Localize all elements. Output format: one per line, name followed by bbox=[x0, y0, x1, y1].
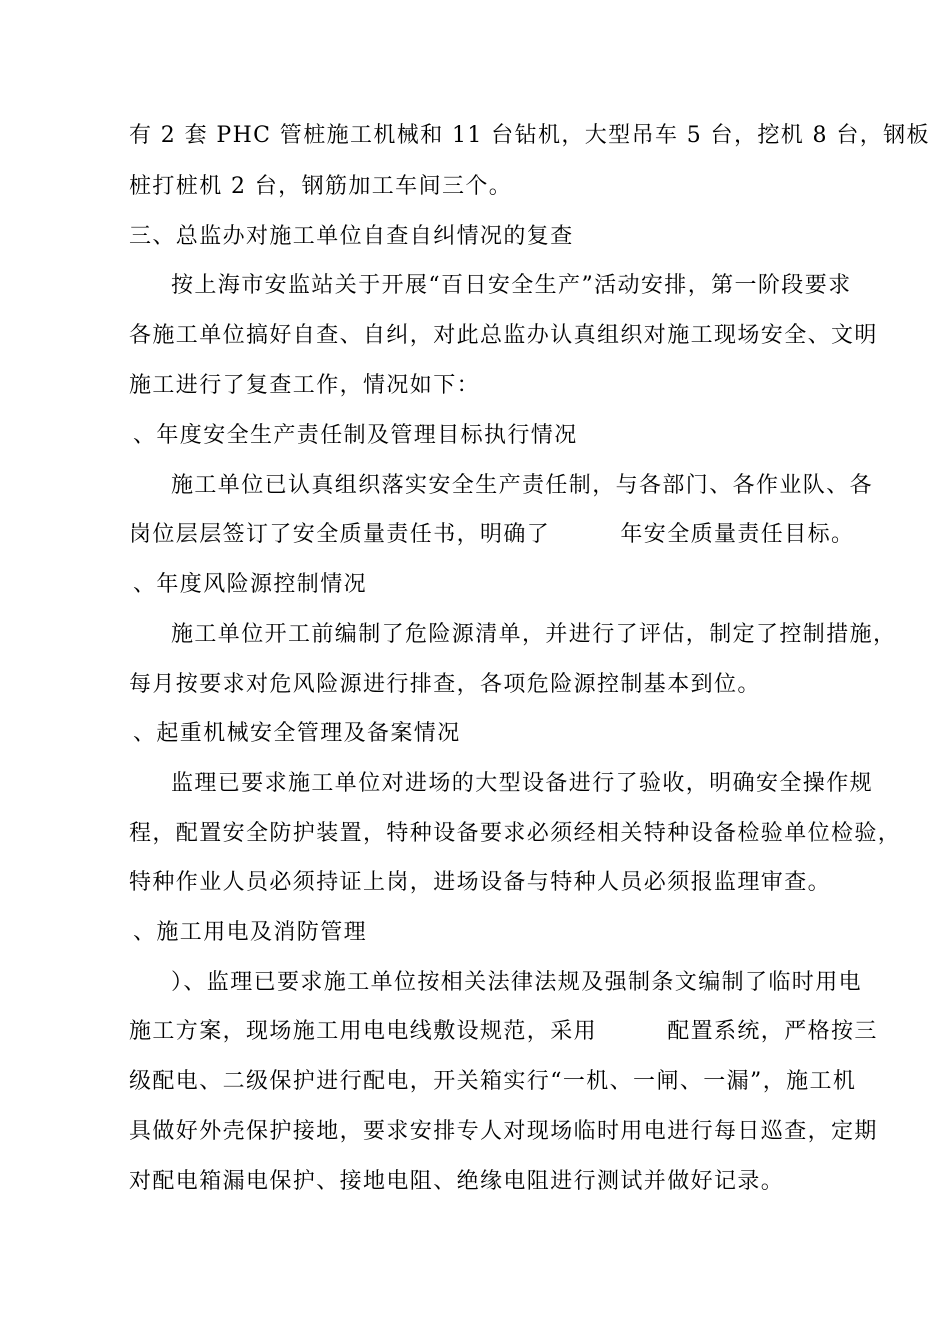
body-text-line: 监理已要求施工单位对进场的大型设备进行了验收，明确安全操作规 bbox=[171, 771, 874, 796]
body-text-line: 每月按要求对危风险源进行排查，各项危险源控制基本到位。 bbox=[129, 672, 761, 697]
subsection-heading: 、年度风险源控制情况 bbox=[133, 572, 368, 597]
body-text-line: 施工单位已认真组织落实安全生产责任制，与各部门、各作业队、各 bbox=[171, 473, 874, 498]
body-text-line: 有 2 套 PHC 管桩施工机械和 11 台钻机，大型吊车 5 台，挖机 8 台，钢板 bbox=[129, 123, 930, 148]
body-text-line: ）、监理已要求施工单位按相关法律法规及强制条文编制了临时用电 bbox=[171, 970, 863, 995]
body-text-line: 施工方案，现场施工用电电线敷设规范，采用 配置系统，严格按三 bbox=[129, 1019, 878, 1044]
subsection-heading: 、起重机械安全管理及备案情况 bbox=[133, 721, 461, 746]
subsection-heading: 、施工用电及消防管理 bbox=[133, 920, 368, 945]
body-text-line: 各施工单位搞好自查、自纠，对此总监办认真组织对施工现场安全、文明 bbox=[129, 323, 878, 348]
subsection-heading: 、年度安全生产责任制及管理目标执行情况 bbox=[133, 423, 578, 448]
body-text-line: 按上海市安监站关于开展“百日安全生产”活动安排，第一阶段要求 bbox=[171, 273, 852, 298]
body-text-line: 具做好外壳保护接地，要求安排专人对现场临时用电进行每日巡查，定期 bbox=[129, 1119, 878, 1144]
section-heading: 三、总监办对施工单位自查自纠情况的复查 bbox=[129, 224, 574, 249]
body-text-line: 桩打桩机 2 台，钢筋加工车间三个。 bbox=[129, 174, 513, 199]
body-text-line: 级配电、二级保护进行配电，开关箱实行“一机、一闸、一漏”，施工机 bbox=[129, 1069, 857, 1094]
body-text-line: 施工单位开工前编制了危险源清单，并进行了评估，制定了控制措施， bbox=[171, 622, 897, 647]
body-text-line: 程，配置安全防护装置，特种设备要求必须经相关特种设备检验单位检验， bbox=[129, 821, 902, 846]
body-text-line: 施工进行了复查工作，情况如下： bbox=[129, 373, 481, 398]
body-text-line: 对配电箱漏电保护、接地电阻、绝缘电阻进行测试并做好记录。 bbox=[129, 1169, 785, 1194]
body-text-line: 岗位层层签订了安全质量责任书，明确了 年安全质量责任目标。 bbox=[129, 522, 855, 547]
body-text-line: 特种作业人员必须持证上岗，进场设备与特种人员必须报监理审查。 bbox=[129, 870, 832, 895]
